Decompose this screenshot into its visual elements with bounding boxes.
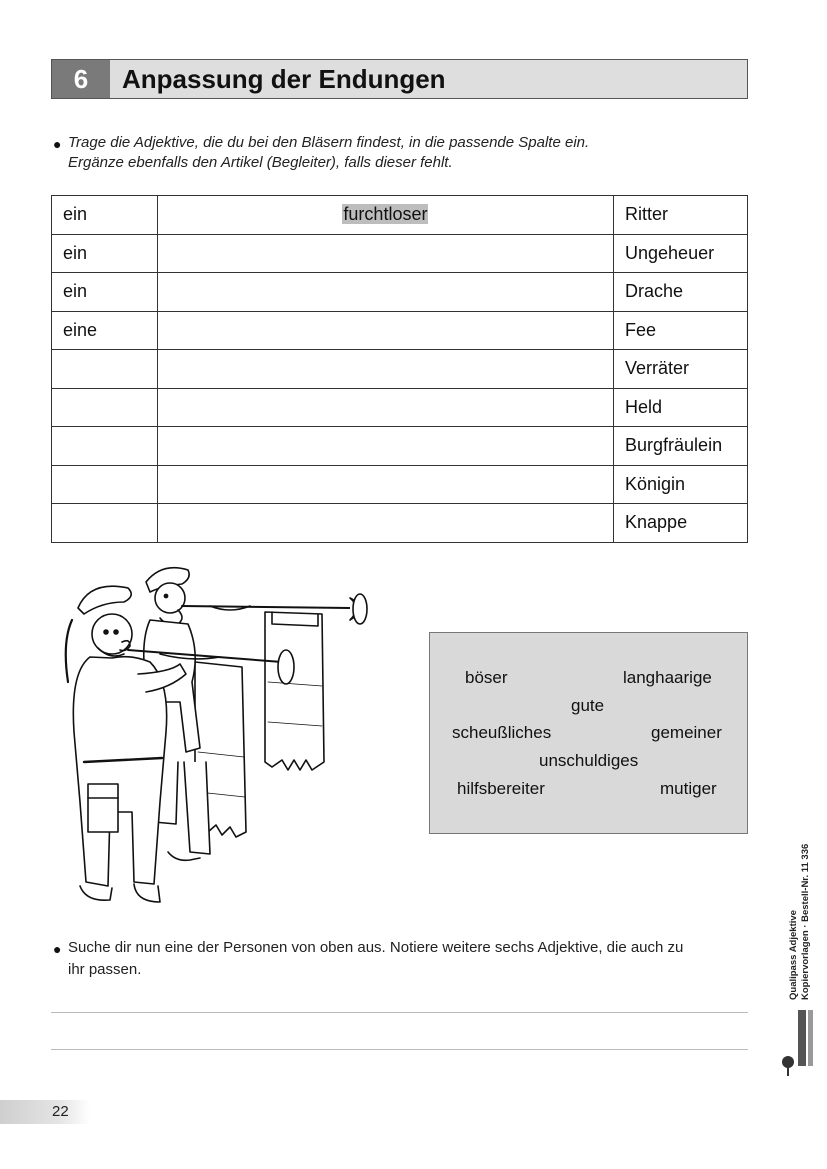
article-cell[interactable] bbox=[52, 465, 158, 504]
table-row bbox=[52, 196, 748, 235]
table-row bbox=[52, 234, 748, 273]
instruction-line-1: Trage die Adjektive, die du bei den Bläsern findest, in die passende Spalte ein. bbox=[68, 134, 590, 151]
adjective-cell[interactable] bbox=[157, 465, 613, 504]
table-row bbox=[52, 465, 748, 504]
article-cell[interactable]: ein bbox=[52, 234, 158, 273]
table-row bbox=[52, 311, 748, 350]
answer-line[interactable] bbox=[51, 1049, 748, 1050]
article-cell[interactable] bbox=[52, 504, 158, 543]
noun-cell: Ritter bbox=[614, 196, 748, 235]
word-item: langhaarige bbox=[623, 668, 712, 687]
noun-cell: Königin bbox=[614, 465, 748, 504]
article-cell[interactable] bbox=[52, 427, 158, 466]
table-row bbox=[52, 427, 748, 466]
example-adjective: furchtloser bbox=[343, 204, 428, 225]
table-row bbox=[52, 388, 748, 427]
noun-cell: Knappe bbox=[614, 504, 748, 543]
word-box bbox=[429, 632, 748, 834]
noun-cell: Ungeheuer bbox=[614, 234, 748, 273]
trumpeters-illustration bbox=[50, 562, 375, 910]
word-item: hilfsbereiter bbox=[457, 779, 545, 798]
article-cell[interactable]: ein bbox=[52, 273, 158, 312]
task2-line-2: ihr passen. bbox=[68, 961, 142, 978]
instruction-line-2: Ergänze ebenfalls den Artikel (Begleiter), falls dieser fehlt. bbox=[68, 154, 453, 171]
page-number-bar bbox=[0, 1100, 90, 1124]
bullet-icon: ● bbox=[53, 941, 62, 957]
word-item: unschuldiges bbox=[539, 751, 639, 770]
adjective-cell[interactable] bbox=[157, 427, 613, 466]
product-number: Kopiervorlagen · Bestell-Nr. 11 336 bbox=[800, 843, 811, 1000]
article-cell[interactable] bbox=[52, 388, 158, 427]
article-cell[interactable]: ein bbox=[52, 196, 158, 235]
word-item: gute bbox=[571, 696, 605, 715]
noun-cell: Fee bbox=[614, 311, 748, 350]
article-cell[interactable] bbox=[52, 350, 158, 389]
table-row bbox=[52, 504, 748, 543]
section-title: Anpassung der Endungen bbox=[122, 64, 446, 94]
section-header bbox=[51, 59, 748, 99]
adjective-cell[interactable] bbox=[157, 273, 613, 312]
noun-cell: Burgfräulein bbox=[614, 427, 748, 466]
bullet-icon: ● bbox=[53, 136, 62, 152]
publisher-logo-icon bbox=[778, 1000, 818, 1080]
answer-line[interactable] bbox=[51, 1012, 748, 1013]
table-row bbox=[52, 273, 748, 312]
word-item: scheußliches bbox=[452, 723, 552, 742]
table-row bbox=[52, 350, 748, 389]
product-title: Qualipass Adjektive bbox=[788, 910, 799, 1000]
adjective-cell[interactable] bbox=[157, 350, 613, 389]
task2-line-1: Suche dir nun eine der Personen von oben aus. Notiere weitere sechs Adjektive, die auch zu bbox=[68, 939, 684, 956]
noun-cell: Held bbox=[614, 388, 748, 427]
adjective-cell[interactable] bbox=[157, 234, 613, 273]
publisher-sidebar bbox=[778, 830, 818, 1080]
word-item: mutiger bbox=[660, 779, 717, 798]
adjective-cell[interactable] bbox=[157, 311, 613, 350]
page-number: 22 bbox=[52, 1103, 69, 1120]
noun-cell: Verräter bbox=[614, 350, 748, 389]
adjective-cell[interactable] bbox=[157, 504, 613, 543]
word-item: gemeiner bbox=[651, 723, 722, 742]
adjective-table bbox=[51, 195, 748, 543]
word-item: böser bbox=[465, 668, 508, 687]
section-number: 6 bbox=[52, 60, 110, 98]
noun-cell: Drache bbox=[614, 273, 748, 312]
adjective-cell[interactable] bbox=[157, 196, 613, 235]
adjective-cell[interactable] bbox=[157, 388, 613, 427]
article-cell[interactable]: eine bbox=[52, 311, 158, 350]
publisher-text bbox=[788, 830, 822, 1000]
